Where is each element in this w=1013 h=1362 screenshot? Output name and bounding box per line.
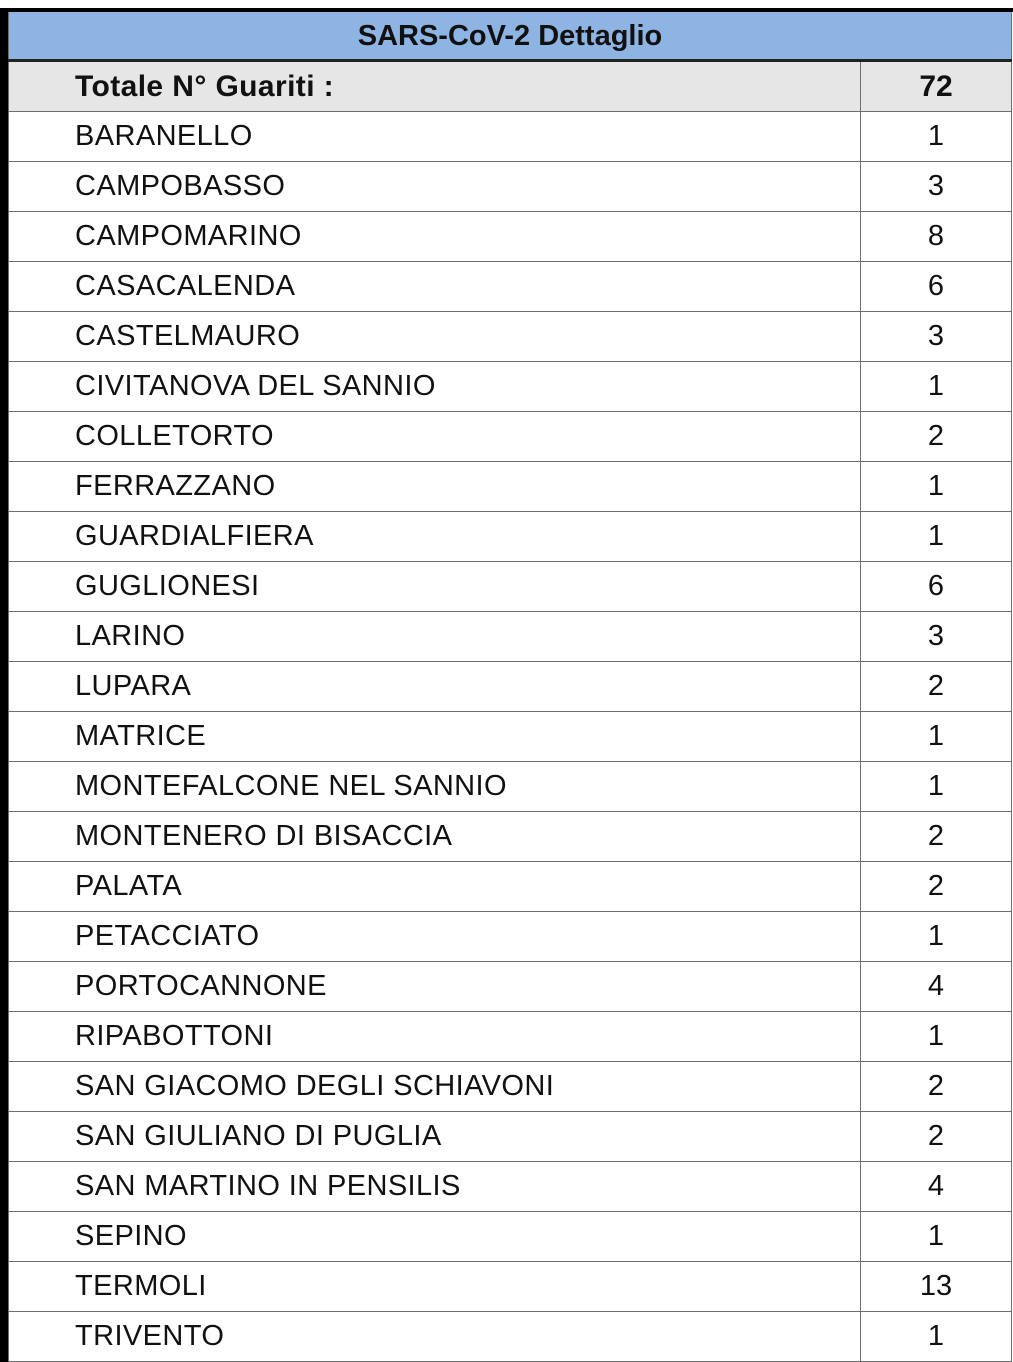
table-row <box>9 812 1012 862</box>
total-row <box>9 61 1012 112</box>
municipality-name[interactable]: MATRICE <box>9 712 861 762</box>
table-row <box>9 562 1012 612</box>
table-row <box>9 1112 1012 1162</box>
recovered-count[interactable]: 3 <box>861 312 1012 362</box>
table-row <box>9 212 1012 262</box>
recovered-count[interactable]: 2 <box>861 662 1012 712</box>
municipality-name[interactable]: PORTOCANNONE <box>9 962 861 1012</box>
recovered-count[interactable]: 4 <box>861 962 1012 1012</box>
municipality-name[interactable]: SAN MARTINO IN PENSILIS <box>9 1162 861 1212</box>
table-row <box>9 362 1012 412</box>
municipality-name[interactable]: SAN GIULIANO DI PUGLIA <box>9 1112 861 1162</box>
recovered-count[interactable]: 3 <box>861 612 1012 662</box>
recovered-count[interactable]: 3 <box>861 162 1012 212</box>
recovered-count[interactable]: 6 <box>861 562 1012 612</box>
municipality-name[interactable]: CAMPOBASSO <box>9 162 861 212</box>
municipality-name[interactable]: SEPINO <box>9 1212 861 1262</box>
municipality-name[interactable]: CIVITANOVA DEL SANNIO <box>9 362 861 412</box>
table-row <box>9 1062 1012 1112</box>
table-row <box>9 862 1012 912</box>
municipality-name[interactable]: PALATA <box>9 862 861 912</box>
table-row <box>9 1212 1012 1262</box>
table-row <box>9 1012 1012 1062</box>
table-row <box>9 1262 1012 1312</box>
table-row <box>9 262 1012 312</box>
table-row <box>9 1162 1012 1212</box>
table-row <box>9 162 1012 212</box>
municipality-name[interactable]: TRIVENTO <box>9 1312 861 1362</box>
table-row <box>9 462 1012 512</box>
table-row <box>9 962 1012 1012</box>
table-body <box>9 12 1012 1362</box>
recovered-count[interactable]: 1 <box>861 1212 1012 1262</box>
municipality-name[interactable]: CAMPOMARINO <box>9 212 861 262</box>
municipality-name[interactable]: TERMOLI <box>9 1262 861 1312</box>
municipality-name[interactable]: SAN GIACOMO DEGLI SCHIAVONI <box>9 1062 861 1112</box>
recovered-count[interactable]: 1 <box>861 512 1012 562</box>
municipality-name[interactable]: FERRAZZANO <box>9 462 861 512</box>
recovered-count[interactable]: 2 <box>861 1112 1012 1162</box>
recovered-count[interactable]: 2 <box>861 812 1012 862</box>
total-value[interactable]: 72 <box>861 61 1012 112</box>
table-row <box>9 612 1012 662</box>
municipality-name[interactable]: RIPABOTTONI <box>9 1012 861 1062</box>
municipality-name[interactable]: GUGLIONESI <box>9 562 861 612</box>
table-row <box>9 312 1012 362</box>
table-row <box>9 112 1012 162</box>
recovered-count[interactable]: 2 <box>861 862 1012 912</box>
municipality-name[interactable]: LUPARA <box>9 662 861 712</box>
recovered-count[interactable]: 1 <box>861 1312 1012 1362</box>
table-row <box>9 662 1012 712</box>
municipality-name[interactable]: CASTELMAURO <box>9 312 861 362</box>
municipality-name[interactable]: GUARDIALFIERA <box>9 512 861 562</box>
recovered-count[interactable]: 1 <box>861 762 1012 812</box>
recovered-count[interactable]: 6 <box>861 262 1012 312</box>
table-row <box>9 1312 1012 1362</box>
recovered-count[interactable]: 1 <box>861 112 1012 162</box>
table-row <box>9 412 1012 462</box>
left-border <box>0 8 8 1362</box>
municipality-name[interactable]: MONTENERO DI BISACCIA <box>9 812 861 862</box>
municipality-name[interactable]: BARANELLO <box>9 112 861 162</box>
recovered-count[interactable]: 2 <box>861 1062 1012 1112</box>
recovered-table <box>8 12 1012 1362</box>
total-label[interactable]: Totale N° Guariti : <box>9 61 861 112</box>
municipality-name[interactable]: COLLETORTO <box>9 412 861 462</box>
municipality-name[interactable]: PETACCIATO <box>9 912 861 962</box>
municipality-name[interactable]: CASACALENDA <box>9 262 861 312</box>
table-title[interactable]: SARS-CoV-2 Dettaglio <box>9 12 1012 61</box>
recovered-count[interactable]: 1 <box>861 712 1012 762</box>
table-title-row <box>9 12 1012 61</box>
recovered-count[interactable]: 13 <box>861 1262 1012 1312</box>
table-row <box>9 712 1012 762</box>
recovered-count[interactable]: 2 <box>861 412 1012 462</box>
recovered-count[interactable]: 4 <box>861 1162 1012 1212</box>
recovered-count[interactable]: 8 <box>861 212 1012 262</box>
municipality-name[interactable]: LARINO <box>9 612 861 662</box>
table-row <box>9 912 1012 962</box>
municipality-name[interactable]: MONTEFALCONE NEL SANNIO <box>9 762 861 812</box>
recovered-count[interactable]: 1 <box>861 912 1012 962</box>
table-row <box>9 512 1012 562</box>
table-row <box>9 762 1012 812</box>
recovered-count[interactable]: 1 <box>861 462 1012 512</box>
recovered-count[interactable]: 1 <box>861 1012 1012 1062</box>
recovered-count[interactable]: 1 <box>861 362 1012 412</box>
